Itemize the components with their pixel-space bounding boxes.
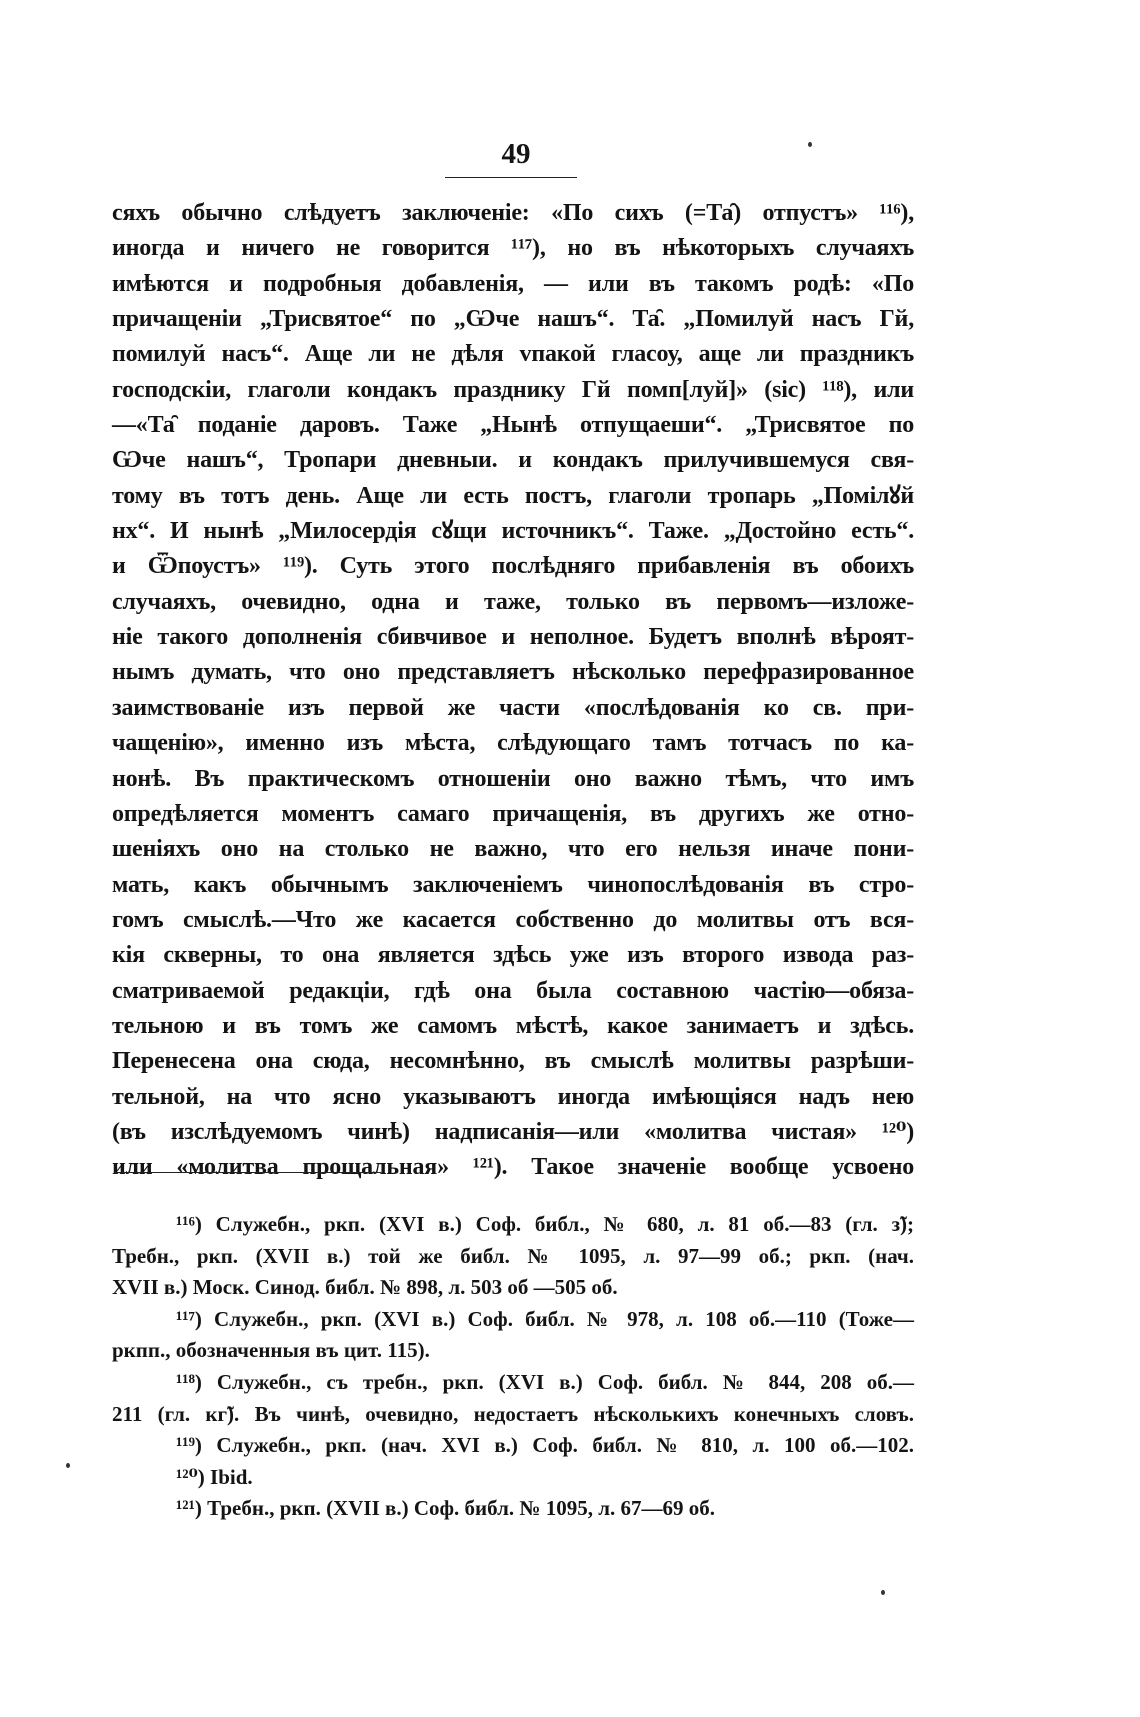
body-line: нх“. И нынѣ „Милосердія сꙋщи источникъ“. Таже. „Достойно есть“. [112, 518, 914, 545]
body-line: опредѣляется моментъ самаго причащенія, въ другихъ же отно- [112, 800, 914, 827]
body-line: Ѡче нашъ“, Тропари дневныи. и кондакъ прилучившемуся свя- [112, 447, 914, 474]
body-line: или «молитва прощальная» ¹²¹). Такое значеніе вообще усвоено [112, 1154, 914, 1181]
footnote-line: XVII в.) Моск. Синод. библ. № 898, л. 503 об —505 об. [112, 1275, 618, 1300]
footnote-line: ¹¹⁶) Служебн., ркп. (XVI в.) Соф. библ., № 680, л. 81 об.—83 (гл. з̃); [176, 1212, 914, 1236]
body-line: ніе такого дополненія сбивчивое и неполное. Будетъ вполнѣ вѣроят- [112, 624, 914, 651]
body-text [112, 196, 914, 1186]
body-line: имѣются и подробныя добавленія, — или въ такомъ родѣ: «По [112, 270, 914, 297]
body-line: гомъ смыслѣ.—Что же касается собственно до молитвы отъ вся- [112, 906, 914, 933]
ink-speck [881, 1590, 885, 1595]
body-line: и Ѿпоустъ» ¹¹⁹). Суть этого послѣдняго прибавленія въ обоихъ [112, 553, 914, 580]
body-line: —«Та̑ поданіе даровъ. Таже „Нынѣ отпущаеши“. „Трисвятое по [112, 412, 914, 439]
body-line: помилуй насъ“. Аще ли не дѣля vпакой гласоу, аще ли праздникъ [112, 341, 914, 368]
footnote-rule [115, 1172, 381, 1173]
body-line: чащенію», именно изъ мѣста, слѣдующаго тамъ тотчасъ по ка- [112, 730, 914, 757]
body-line: тому въ тотъ день. Аще ли есть постъ, глаголи тропарь „Помілꙋй [112, 482, 914, 509]
body-line: шеніяхъ оно на столько не важно, что его нельзя иначе пони- [112, 836, 914, 863]
footnote-line: 211 (гл. кг̃). Въ чинѣ, очевидно, недостаетъ нѣсколькихъ конечныхъ словъ. [112, 1401, 914, 1426]
ink-speck [66, 1463, 70, 1468]
body-line: тельною и въ томъ же самомъ мѣстѣ, какое занимаетъ и здѣсь. [112, 1012, 914, 1039]
header-rule [445, 177, 577, 178]
body-line: случаяхъ, очевидно, одна и таже, только въ первомъ—изложе- [112, 588, 914, 615]
body-line: кія скверны, то она является здѣсь уже изъ второго извода раз- [112, 942, 914, 969]
body-line: (въ изслѣдуемомъ чинѣ) надписанія—или «молитва чистая» ¹²⁰) [112, 1118, 914, 1145]
footnote-line: ркпп., обозначенныя въ цит. 115). [112, 1338, 430, 1363]
body-line: тельной, на что ясно указываютъ иногда имѣющіяся надъ нею [112, 1083, 914, 1110]
body-line: нонѣ. Въ практическомъ отношеніи оно важно тѣмъ, что имъ [112, 765, 914, 792]
body-line: заимствованіе изъ первой же части «послѣдованія ко св. при- [112, 694, 914, 721]
footnote-line: Требн., ркп. (XVII в.) той же библ. № 1095, л. 97—99 об.; ркп. (нач. [112, 1243, 914, 1268]
body-line: сяхъ обычно слѣдуетъ заключеніе: «По сихъ (=Та̑) отпустъ» ¹¹⁶), [112, 200, 914, 226]
body-line: господскіи, глаголи кондакъ празднику Гй помп[луй]» (sic) ¹¹⁸), или [112, 376, 914, 403]
footnote-line: ¹²¹) Требн., ркп. (XVII в.) Соф. библ. № 1095, л. 67—69 об. [176, 1496, 716, 1521]
body-line: мать, какъ обычнымъ заключеніемъ чинопослѣдованія въ стро- [112, 871, 914, 898]
footnote-line: ¹²⁰) Ibid. [176, 1464, 253, 1489]
body-line: иногда и ничего не говорится ¹¹⁷), но въ нѣкоторыхъ случаяхъ [112, 235, 914, 262]
footnote-line: ¹¹⁹) Служебн., ркп. (нач. XVI в.) Соф. библ. № 810, л. 100 об.—102. [176, 1433, 914, 1458]
footnotes [112, 1209, 914, 1525]
ink-speck [808, 142, 812, 147]
body-line: причащеніи „Трисвятое“ по „Ѡче нашъ“. Та̑. „Помилуй насъ Гй, [112, 306, 914, 333]
body-line: сматриваемой редакціи, гдѣ она была составною частію—обяза- [112, 977, 914, 1004]
body-line: нымъ думать, что оно представляетъ нѣсколько перефразированное [112, 659, 914, 686]
page-number: 49 [501, 138, 531, 170]
footnote-line: ¹¹⁷) Служебн., ркп. (XVI в.) Соф. библ. № 978, л. 108 об.—110 (Тоже— [176, 1306, 914, 1331]
footnote-line: ¹¹⁸) Служебн., съ требн., ркп. (XVI в.) Соф. библ. № 844, 208 об.— [176, 1369, 914, 1394]
body-line: Перенесена она сюда, несомнѣнно, въ смыслѣ молитвы разрѣши- [112, 1048, 914, 1075]
